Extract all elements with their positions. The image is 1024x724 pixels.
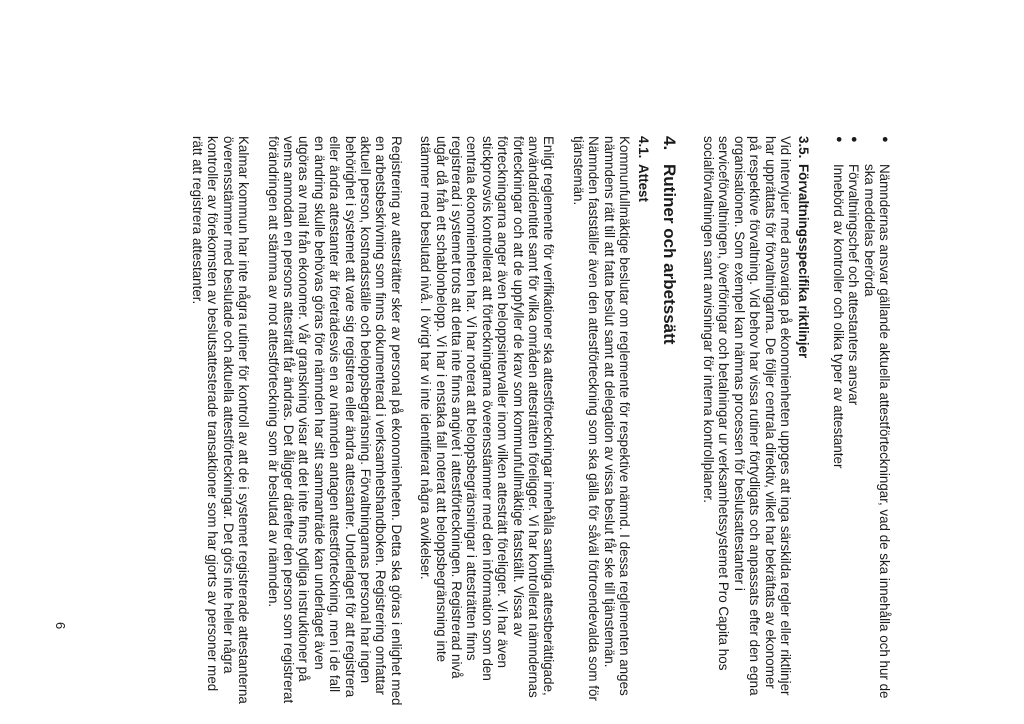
bullet-icon: ● [832,136,845,143]
section-4-1-heading [635,136,650,706]
section-number: 4. [659,136,679,151]
bullet-icon: ● [848,136,861,143]
section-number: 4.1. [635,136,651,159]
bullet-item [861,136,892,706]
section-title: Rutiner och arbetssätt [659,164,679,345]
section-title: Attest [635,164,651,202]
section-title: Förvaltningsspecifika riktlinjer [796,164,812,359]
body-paragraph: Kalmar kommun har inte några rutiner för kontroll av att de i systemet registrerade attestanterna överensstämmer med beslutade och aktuella attestförteckningar. Det görs inte heller några kontroller av förekomsten av beslutsattesterade transaktioner som har gjorts av personer med rätt att registrera attestanter. [189,136,252,704]
body-paragraph: Registrering av attesträtter sker av personal på ekonomienheten. Detta ska göras i enlighet med en arbetsbeskrivning som finns dokumenterad i verksamhetshandboken. Registrering omfattar aktuell person, kostnadsställe och beloppsbegränsning. Förvaltningarnas personal har ingen behörighet i systemet att vare sig registrera eller ändra attestanter. Underlaget för att registrera eller ändra attestanter är företrädesvis en av nämnden antagen attestförteckning, men i de fall en ändring skulle behövas göras före nämnden har sitt sammanträde kan underlaget även utgöras av mail från ekonomer. Vår granskning visar att det inte finns tydliga instruktioner på vems anmodan en persons attesträtt får ändras. Det åligger därefter den person som registrerat förändringen att stämma av mot attestförteckning som är beslutad av nämnden. [265,136,404,706]
section-3-5-heading [796,136,811,706]
section-3-5-paragraph: Vid intervjuer med ansvariga på ekonomienheten uppges att inga särskilda regler eller riktlinjer har upprättats för förvaltningarna. De följer centrala direktiv, vilket har bekräftats av ekonomer på respektive förvaltning. Vid behov har vissa rutiner förtydligats och anpassats efter den egna organisationen. Som exempel kan nämnas processen för beslutsattestanter i serviceförvaltningen, överföringar och betalningar ur verksamhetssystemet Pro Capita hos socialförvaltningen samt anvisningar för interna kontrollplaner. [700,136,793,696]
page-content [176,136,892,706]
page-number: 6 [53,622,68,630]
bullet-text: Innebörd av kontroller och olika typer av attestanter [830,164,846,469]
bullet-item [830,136,845,706]
body-paragraph: Kommunfullmäktige beslutar om reglemente för respektive nämnd. I dessa reglementen anges nämndens rätt till att fatta beslut samt att delegation av vissa beslut får ske till tjänstemän. Nämnden fastställer även den attestförteckning som ska gälla för såväl förtroendevalda som för tjänstemän. [570,136,633,701]
bullet-item [846,136,861,706]
bullet-list [830,136,892,706]
bullet-text: Nämndernas ansvar gällande aktuella attestförteckningar, vad de ska innehålla och hur de ska meddelas berörda [861,164,892,699]
body-paragraph: Enligt reglemente för verifikationer ska attestförteckningar innehålla samtliga attestberättigade, användaridentitet samt för vilka områden attesträtten föreligger. Vi har kontrollerat nämndernas förteckningar och att de uppfyller de krav som kommunfullmäktige fastställt. Vissa av förteckningarna anger även beloppsintervaller inom vilken attesträtt föreligger. Vi har även stickprovsvis kontrollerat att förteckningarna överensstämmer med den information som den centrala ekonomienheten har. Vi har noterat att beloppsbegränsningar i attesträtten finns registrerad i systemet trots att detta inte finns angivet i attestförteckningen. Registrerad nivå utgår då från ett schablonbelopp. Vi har i enstaka fall noterat att beloppsbegränsning inte stämmer med beslutad nivå. I övrigt har vi inte identifierat några avvikelser. [418,136,557,698]
section-4-heading [659,136,679,706]
bullet-text: Förvaltningschef och attestanters ansvar [846,164,862,406]
bullet-icon: ● [879,136,891,143]
section-number: 3.5. [796,136,812,159]
